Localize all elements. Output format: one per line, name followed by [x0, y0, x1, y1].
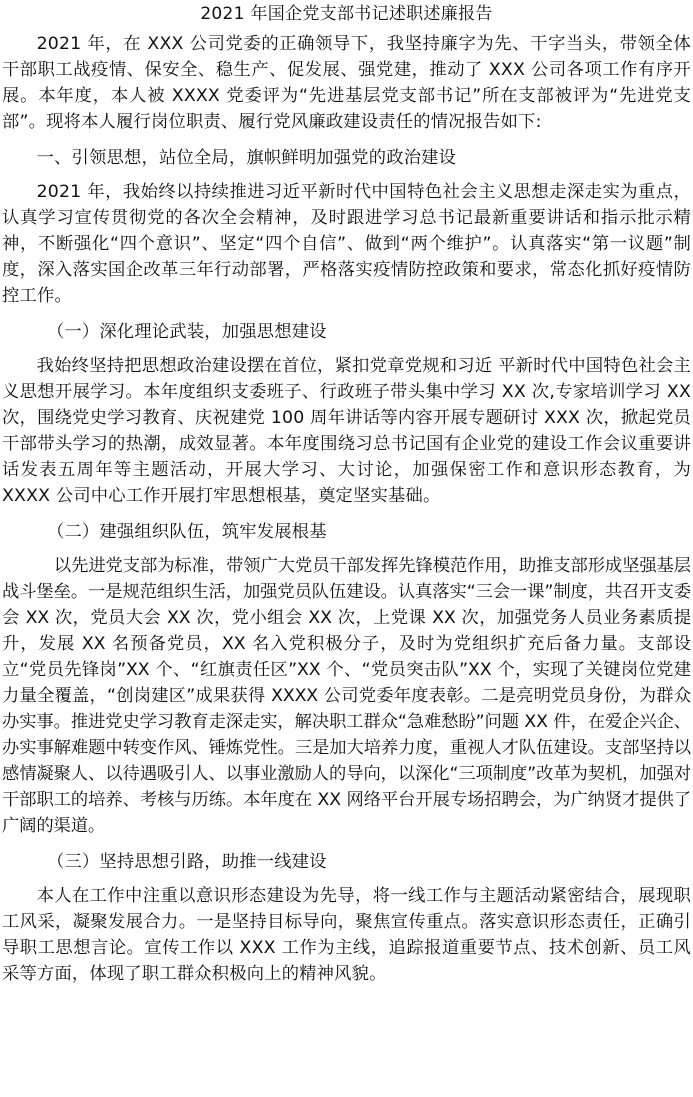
- document-title: 2021 年国企党支部书记述职述廉报告: [200, 4, 493, 24]
- subsection-3-paragraph: 本人在工作中注重以意识形态建设为先导，将一线工作与主题活动紧密结合，展现职工风采，凝聚发展合力。一是坚持目标导向，聚焦宣传重点。落实意识形态责任，正确引导职工思想言论。宣传工作以 XXX 工作为主线，追踪报道重要节点、技术创新、员工风采等方面，体现了职工群众积极向上的精神风貌。: [2, 886, 691, 984]
- subsection-2-paragraph: 以先进党支部为标准，带领广大党员干部发挥先锋模范作用，助推支部形成坚强基层战斗堡垒。一是规范组织生活，加强党员队伍建设。认真落实“三会一课”制度，共召开支委会 XX 次，党员大会 XX 次，党小组会 XX 次，上党课 XX 次，加强党务人员业务素质提升，发展 XX 名预备党员，XX 名入党积极分子，及时为党组织扩充后备力量。支部设立“党员先锋岗”XX 个、“红旗责任区”XX 个、“党员突击队”XX 个，实现了关键岗位党建力量全覆盖，“创岗建区”成果获得 XXXX 公司党委年度表彰。二是亮明党员身份，为群众办实事。推进党史学习教育走深走实，解决职工群众“急难愁盼”问题 XX 件，在爱企兴企、办实事解难题中转变作风、锤炼党性。三是加大培养力度，重视人才队伍建设。支部坚持以感情凝聚人、以待遇吸引人、以事业激励人的导向，以深化“三项制度”改革为契机，加强对干部职工的培养、考核与历练。本年度在 XX 网络平台开展专场招聘会，为广纳贤才提供了广阔的渠道。: [2, 556, 691, 836]
- section-1-heading: 一、引领思想，站位全局，旗帜鲜明加强党的政治建设: [36, 148, 457, 168]
- intro-paragraph: 2021 年，在 XXX 公司党委的正确领导下，我坚持廉字为先、干字当头，带领全体干部职工战疫情、保安全、稳生产、促发展、强党建，推动了 XXX 公司各项工作有序开展。本年度，本人被 XXXX 党委评为“先进基层党支部书记”所在支部被评为“先进党支部”。现将本人履行岗位职责、履行党风廉政建设责任的情况报告如下:: [2, 34, 691, 132]
- subsection-3-heading: （三）坚持思想引路，助推一线建设: [46, 852, 327, 872]
- subsection-2-heading: （二）建强组织队伍，筑牢发展根基: [46, 522, 327, 542]
- section-1-paragraph: 2021 年，我始终以持续推进习近平新时代中国特色社会主义思想走深走实为重点，认真学习宣传贯彻党的各次全会精神，及时跟进学习总书记最新重要讲话和指示批示精神，不断强化“四个意识”、坚定“四个自信”、做到“两个维护”。认真落实“第一议题”制度，深入落实国企改革三年行动部署，严格落实疫情防控政策和要求，常态化抓好疫情防控工作。: [2, 182, 691, 306]
- subsection-1-paragraph: 我始终坚持把思想政治建设摆在首位，紧扣党章党规和习近 平新时代中国特色社会主义思想开展学习。本年度组织支委班子、行政班子带头集中学习 XX 次,专家培训学习 XX 次，围绕党史学习教育、庆祝建党 100 周年讲话等内容开展专题研讨 XXX 次，掀起党员干部带头学习的热潮，成效显著。本年度围绕习总书记国有企业党的建设工作会议重要讲话发表五周年等主题活动，开展大学习、大讨论，加强保密工作和意识形态教育，为 XXXX 公司中心工作开展打牢思想根基，奠定坚实基础。: [2, 356, 691, 506]
- subsection-1-heading: （一）深化理论武装，加强思想建设: [46, 322, 327, 342]
